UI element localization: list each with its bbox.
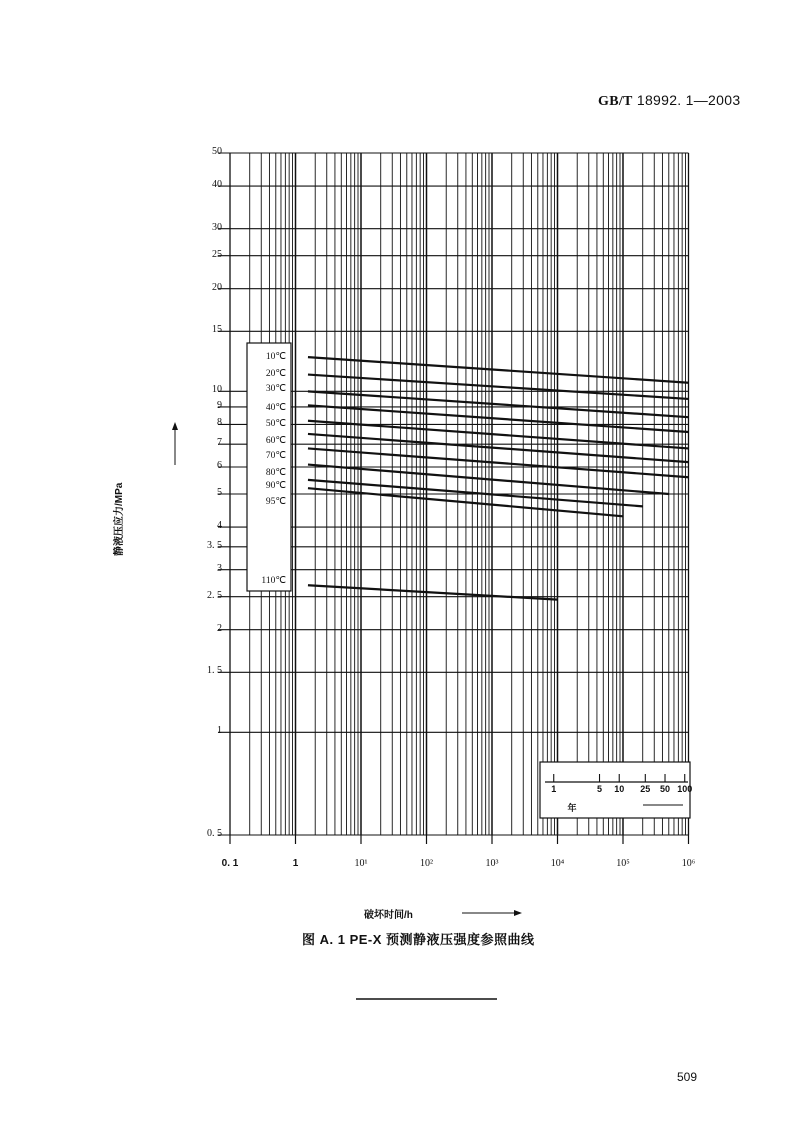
arrow-up-icon (172, 422, 178, 430)
x-tick-label: 0. 1 (221, 858, 239, 869)
y-tick-label: 50 (212, 146, 222, 157)
y-tick-label: 10 (212, 384, 222, 396)
y-tick-label: 9 (217, 399, 222, 411)
years-tick-label: 50 (660, 784, 671, 794)
y-tick-label: 1 (217, 725, 222, 737)
legend-label: 50℃ (265, 419, 286, 429)
y-tick-label: 5 (217, 487, 222, 498)
legend-label: 10℃ (265, 352, 286, 362)
y-tick-label: 2 (217, 622, 222, 634)
years-label: 年 (567, 803, 577, 813)
y-axis-label-text: 静液压应力/MPa (114, 482, 125, 556)
y-tick-label: 40 (212, 179, 222, 191)
x-tick-label: 10⁵ (616, 858, 630, 869)
legend-label: 60℃ (265, 436, 286, 446)
standard-prefix: GB/T (598, 94, 633, 109)
legend-label: 20℃ (265, 369, 286, 379)
y-tick-label: 7 (217, 437, 222, 449)
x-tick-label: 10⁴ (550, 858, 565, 869)
figure-caption: 图 A. 1 PE-X 预测静液压强度参照曲线 (302, 932, 535, 947)
legend-label: 110℃ (261, 576, 286, 586)
arrow-right-icon (514, 910, 522, 916)
y-tick-label: 3. 5 (207, 539, 222, 551)
y-tick-label: 15 (212, 324, 222, 336)
legend-label: 30℃ (265, 384, 286, 394)
years-tick-label: 25 (640, 784, 651, 794)
series-line (308, 434, 689, 462)
x-tick-label: 10¹ (354, 858, 368, 869)
standard-number: 18992. 1—2003 (636, 92, 741, 108)
y-tick-label: 3 (217, 562, 222, 574)
y-tick-label: 8 (217, 417, 222, 429)
page-number: 509 (677, 1070, 698, 1084)
y-tick-label: 4 (217, 520, 222, 532)
series-line (308, 448, 689, 477)
y-tick-label: 1. 5 (207, 665, 222, 677)
x-tick-label: 10² (420, 858, 433, 869)
legend-label: 95℃ (265, 497, 286, 507)
series-line (308, 405, 689, 432)
years-tick-label: 5 (597, 784, 603, 794)
years-tick-label: 100 (677, 784, 693, 794)
years-tick-label: 1 (551, 784, 557, 794)
y-tick-label: 30 (212, 221, 222, 233)
x-tick-label: 10³ (485, 858, 499, 869)
legend-label: 80℃ (265, 468, 286, 478)
legend-label: 90℃ (265, 481, 286, 491)
years-tick-label: 10 (614, 784, 625, 794)
y-tick-label: 2. 5 (207, 589, 222, 601)
legend-label: 40℃ (265, 403, 286, 413)
series-line (308, 585, 558, 599)
x-tick-label: 1 (292, 858, 299, 869)
y-axis-label (110, 483, 125, 556)
series-line (308, 465, 669, 494)
y-tick-label: 20 (212, 281, 222, 293)
x-axis-label: 破坏时间/h (364, 910, 413, 921)
x-tick-label: 10⁶ (681, 858, 696, 869)
legend-label: 70℃ (265, 451, 286, 461)
y-tick-label: 6 (217, 459, 222, 471)
y-tick-label: 25 (212, 248, 222, 260)
y-tick-label: 0. 5 (207, 828, 222, 839)
